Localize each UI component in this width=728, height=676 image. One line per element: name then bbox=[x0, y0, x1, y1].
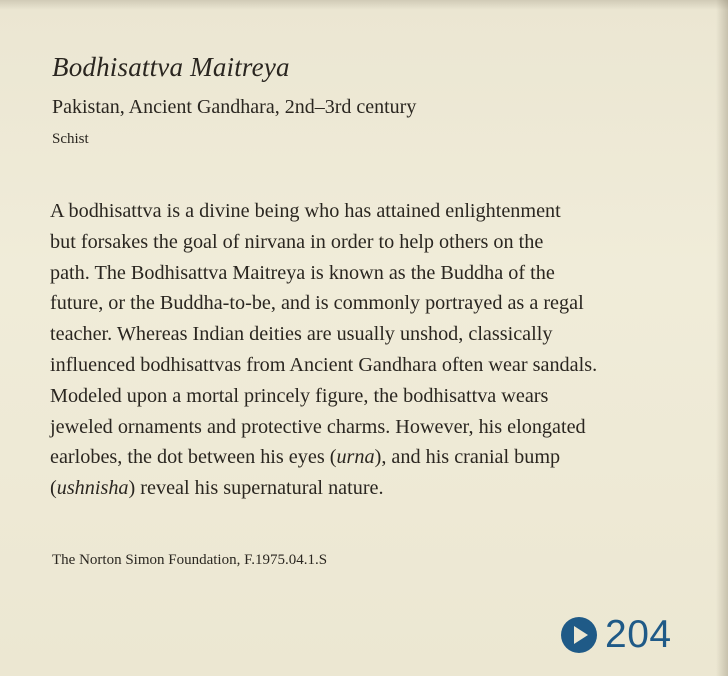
text-run: A bodhisattva is a divine being who has attained enlightenment bbox=[50, 200, 561, 222]
description-line bbox=[50, 350, 690, 381]
text-run: but forsakes the goal of nirvana in order to help others on the bbox=[50, 230, 544, 253]
text-run: path. The Bodhisattva Maitreya is known as the Buddha of the bbox=[50, 261, 555, 284]
artwork-title: Bodhisattva Maitreya bbox=[52, 52, 290, 82]
audio-guide-stop bbox=[560, 613, 672, 657]
text-run: future, or the Buddha-to-be, and is commonly portrayed as a regal bbox=[50, 292, 584, 315]
description-line bbox=[50, 258, 690, 289]
italic-term: urna bbox=[336, 446, 375, 469]
placard-top-shadow bbox=[0, 0, 728, 10]
text-run: Modeled upon a mortal princely figure, the bodhisattva wears bbox=[50, 384, 549, 407]
text-run: influenced bodhisattvas from Ancient Gandhara often wear sandals. bbox=[50, 353, 598, 376]
description-line bbox=[50, 381, 690, 412]
text-run: ( bbox=[50, 477, 57, 500]
description-line bbox=[50, 288, 690, 319]
audio-guide-number: 204 bbox=[605, 613, 672, 656]
text-run: teacher. Whereas Indian deities are usually unshod, classically bbox=[50, 323, 553, 346]
description-line bbox=[50, 319, 690, 350]
artwork-origin-date: Pakistan, Ancient Gandhara, 2nd–3rd century bbox=[52, 96, 417, 118]
description-line bbox=[50, 227, 690, 258]
text-run: earlobes, the dot between his eyes ( bbox=[50, 446, 337, 469]
description-text bbox=[50, 196, 690, 504]
italic-term: ushnisha bbox=[56, 477, 129, 500]
description-line bbox=[50, 442, 690, 473]
text-run: ) reveal his supernatural nature. bbox=[128, 477, 384, 500]
description-line bbox=[50, 473, 690, 504]
text-run: ), and his cranial bump bbox=[374, 446, 561, 469]
credit-line: The Norton Simon Foundation, F.1975.04.1.S bbox=[52, 552, 328, 568]
artwork-medium: Schist bbox=[52, 131, 89, 147]
play-circle-icon bbox=[560, 616, 598, 654]
description-line bbox=[50, 196, 690, 227]
text-run: jeweled ornaments and protective charms. However, his elongated bbox=[50, 415, 586, 438]
description-line bbox=[50, 412, 690, 443]
placard-edge-shadow bbox=[716, 0, 728, 676]
